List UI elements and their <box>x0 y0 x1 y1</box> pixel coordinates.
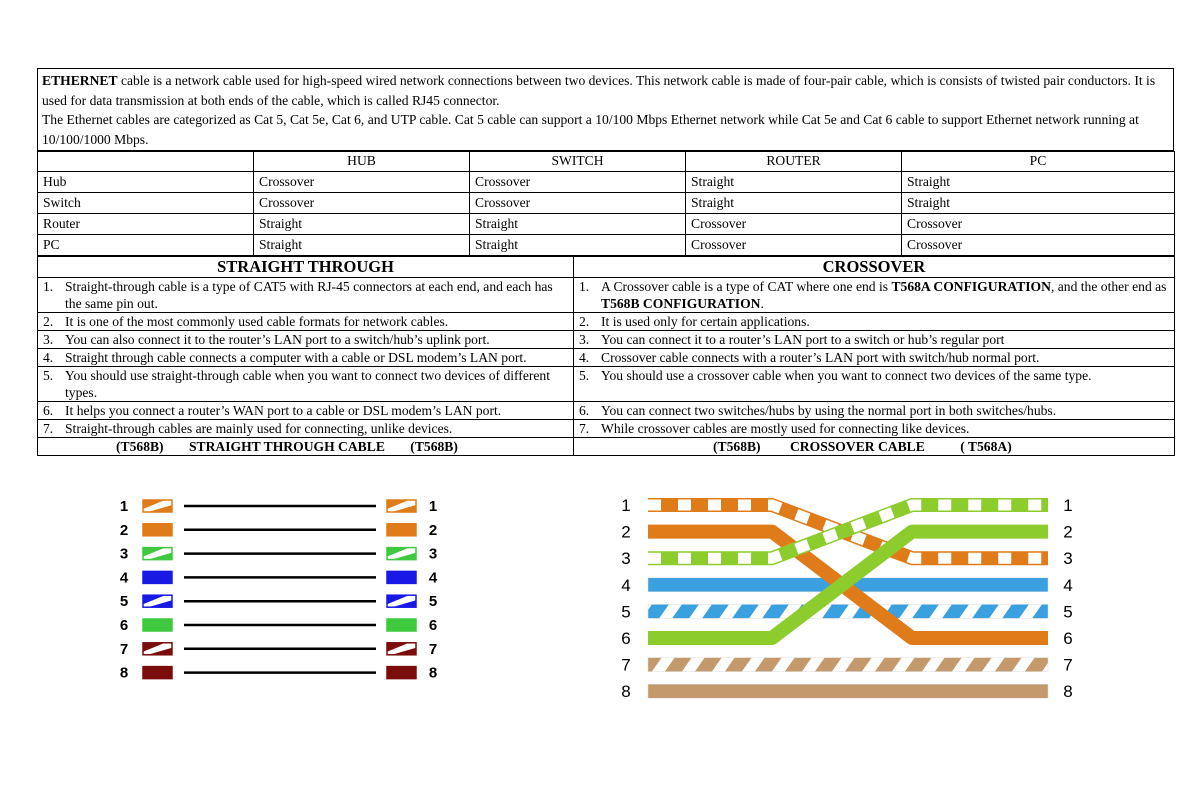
matrix-row <box>38 235 1175 256</box>
point-number: 4. <box>579 350 590 366</box>
comparison-row <box>38 420 1175 438</box>
pin-number-right: 6 <box>1063 629 1073 648</box>
matrix-cell: Crossover <box>686 235 902 256</box>
pin-number-left: 7 <box>621 655 631 675</box>
pin-number-right: 2 <box>428 521 438 539</box>
point-text: Crossover cable connects with a router’s LAN port with switch/hub normal port. <box>601 350 1040 366</box>
pin-number-left: 5 <box>119 593 129 611</box>
point-text: You should use a crossover cable when you want to connect two devices of the same type. <box>601 368 1092 384</box>
matrix-row <box>38 214 1175 235</box>
pin-number-right: 3 <box>1063 549 1073 569</box>
straight-point <box>38 349 574 367</box>
crossover-point <box>574 278 1175 313</box>
matrix-cell: Crossover <box>686 214 902 235</box>
pin-number-left: 6 <box>621 629 631 648</box>
matrix-row-label: PC <box>38 235 254 256</box>
comparison-row <box>38 402 1175 420</box>
point-number: 7. <box>43 421 54 437</box>
point-text: It is used only for certain applications. <box>601 314 810 330</box>
wire-color-block <box>387 667 416 679</box>
matrix-cell: Straight <box>902 172 1175 193</box>
pin-number-left: 2 <box>621 522 631 542</box>
point-number: 3. <box>579 332 590 348</box>
point-number: 5. <box>579 368 590 384</box>
point-number: 2. <box>43 314 54 330</box>
point-text: You should use straight-through cable when you want to connect two devices of different types. <box>65 368 550 401</box>
pin-number-right: 1 <box>428 498 438 515</box>
pin-number-right: 4 <box>1063 575 1073 595</box>
intro-paragraph-1: ETHERNET cable is a network cable used for high-speed wired network connections between two devices. This network cable is made of four-pair cable, which is consists of twisted pair conductors. It is used for data transmission at both ends of the cable, which is called RJ45 connector. <box>42 73 1156 108</box>
matrix-cell: Crossover <box>470 172 686 193</box>
wire-color-block <box>143 667 172 679</box>
t568b-config: T568B CONFIGURATION <box>601 296 761 312</box>
pin-number-right: 2 <box>1063 522 1073 542</box>
point-number: 1. <box>43 279 54 295</box>
intro-box <box>37 68 1174 151</box>
comparison-table <box>37 256 1175 456</box>
point-number: 4. <box>43 350 54 366</box>
pin-number-right: 1 <box>1063 496 1073 515</box>
matrix-cell: Straight <box>686 172 902 193</box>
crossover-point <box>574 313 1175 331</box>
pin-number-left: 1 <box>119 498 129 515</box>
t568a-config: T568A CONFIGURATION <box>891 279 1051 295</box>
straight-point <box>38 420 574 438</box>
pin-number-right: 8 <box>428 664 438 682</box>
pin-number-right: 6 <box>428 617 438 634</box>
pin-number-right: 8 <box>1063 682 1073 702</box>
matrix-cell: Crossover <box>254 172 470 193</box>
comparison-row <box>38 313 1175 331</box>
pin-number-right: 5 <box>428 593 438 611</box>
point-text: A Crossover cable is a type of CAT where one end is T568A CONFIGURATION, and the other end as T568B CONFIGURATION. <box>601 279 1167 312</box>
point-number: 3. <box>43 332 54 348</box>
matrix-cell: Crossover <box>470 193 686 214</box>
comparison-row <box>38 349 1175 367</box>
document <box>37 68 1174 456</box>
pin-number-right: 5 <box>1063 602 1073 622</box>
matrix-cell: Straight <box>470 235 686 256</box>
point-number: 6. <box>43 403 54 419</box>
wire-brown <box>648 684 1048 698</box>
wire-color-block <box>143 571 172 583</box>
straight-through-pinout-diagram <box>110 494 450 684</box>
wire-color-block <box>387 619 416 631</box>
pin-number-right: 3 <box>428 545 438 563</box>
pin-number-left: 7 <box>119 640 129 658</box>
point-number: 2. <box>579 314 590 330</box>
crossover-pinout-diagram <box>612 490 1092 705</box>
point-text: You can also connect it to the router’s LAN port to a switch/hub’s uplink port. <box>65 332 490 348</box>
point-text: You can connect it to a router’s LAN port to a switch or hub’s regular port <box>601 332 1005 348</box>
pin-number-left: 4 <box>119 569 129 587</box>
matrix-row <box>38 193 1175 214</box>
comparison-row <box>38 278 1175 313</box>
matrix-cell: Straight <box>686 193 902 214</box>
matrix-row-label: Hub <box>38 172 254 193</box>
pin-number-right: 7 <box>1063 655 1073 675</box>
straight-point <box>38 402 574 420</box>
cable-matrix-table <box>37 151 1175 256</box>
point-text: Straight-through cables are mainly used for connecting, unlike devices. <box>65 421 453 437</box>
matrix-cell: Straight <box>470 214 686 235</box>
crossover-point <box>574 420 1175 438</box>
pin-number-left: 2 <box>119 521 129 539</box>
straight-point <box>38 367 574 402</box>
straight-cable-caption: (T568B) STRAIGHT THROUGH CABLE (T568B) <box>38 438 574 456</box>
matrix-header-0 <box>38 152 254 172</box>
matrix-header-2: SWITCH <box>470 152 686 172</box>
point-text: You can connect two switches/hubs by using the normal port in both switches/hubs. <box>601 403 1057 419</box>
wire-color-block <box>387 524 416 536</box>
crossover-point <box>574 331 1175 349</box>
wire-color-block <box>143 619 172 631</box>
pin-number-left: 3 <box>621 549 631 569</box>
matrix-header-1: HUB <box>254 152 470 172</box>
matrix-row-label: Switch <box>38 193 254 214</box>
matrix-header-3: ROUTER <box>686 152 902 172</box>
matrix-cell: Straight <box>254 214 470 235</box>
matrix-cell: Straight <box>254 235 470 256</box>
straight-point <box>38 313 574 331</box>
point-text: It is one of the most commonly used cable formats for network cables. <box>65 314 449 330</box>
pin-number-left: 3 <box>119 545 129 563</box>
crossover-point <box>574 367 1175 402</box>
wire-color-block <box>387 571 416 583</box>
matrix-cell: Crossover <box>902 214 1175 235</box>
pin-number-right: 4 <box>428 569 438 587</box>
pin-number-left: 8 <box>621 682 631 702</box>
pin-number-left: 1 <box>621 496 631 515</box>
matrix-cell: Crossover <box>902 235 1175 256</box>
crossover-point <box>574 402 1175 420</box>
pin-number-left: 6 <box>119 617 129 634</box>
point-number: 5. <box>43 368 54 384</box>
crossover-heading: CROSSOVER <box>574 257 1175 278</box>
point-number: 1. <box>579 279 590 295</box>
ethernet-term: ETHERNET <box>42 73 118 88</box>
straight-point <box>38 278 574 313</box>
pin-number-left: 4 <box>621 575 631 595</box>
point-text: Straight through cable connects a computer with a cable or DSL modem’s LAN port. <box>65 350 527 366</box>
crossover-cable-caption: (T568B) CROSSOVER CABLE ( T568A) <box>574 438 1175 456</box>
matrix-header-4: PC <box>902 152 1175 172</box>
comparison-row <box>38 367 1175 402</box>
comparison-row <box>38 331 1175 349</box>
crossover-point <box>574 349 1175 367</box>
matrix-cell: Crossover <box>254 193 470 214</box>
point-number: 7. <box>579 421 590 437</box>
pin-number-left: 8 <box>119 664 129 682</box>
pin-number-left: 5 <box>621 602 631 622</box>
straight-point <box>38 331 574 349</box>
pin-number-right: 7 <box>428 640 438 658</box>
matrix-row <box>38 172 1175 193</box>
matrix-row-label: Router <box>38 214 254 235</box>
point-text: While crossover cables are mostly used for connecting like devices. <box>601 421 970 437</box>
matrix-cell: Straight <box>902 193 1175 214</box>
point-number: 6. <box>579 403 590 419</box>
matrix-header-row <box>38 152 1175 172</box>
wire-blue-white <box>648 604 1048 618</box>
wire-color-block <box>143 524 172 536</box>
intro-paragraph-2: The Ethernet cables are categorized as Cat 5, Cat 5e, Cat 6, and UTP cable. Cat 5 cable can support a 10/100 Mbps Ethernet network while Cat 5e and Cat 6 cable to support Ethernet network running at 10/100/1000 Mbps. <box>42 112 1139 147</box>
straight-through-heading: STRAIGHT THROUGH <box>38 257 574 278</box>
point-text: Straight-through cable is a type of CAT5 with RJ-45 connectors at each end, and each has the same pin out. <box>65 279 553 312</box>
point-text: It helps you connect a router’s WAN port to a cable or DSL modem’s LAN port. <box>65 403 502 419</box>
wire-brown-white <box>648 658 1048 672</box>
